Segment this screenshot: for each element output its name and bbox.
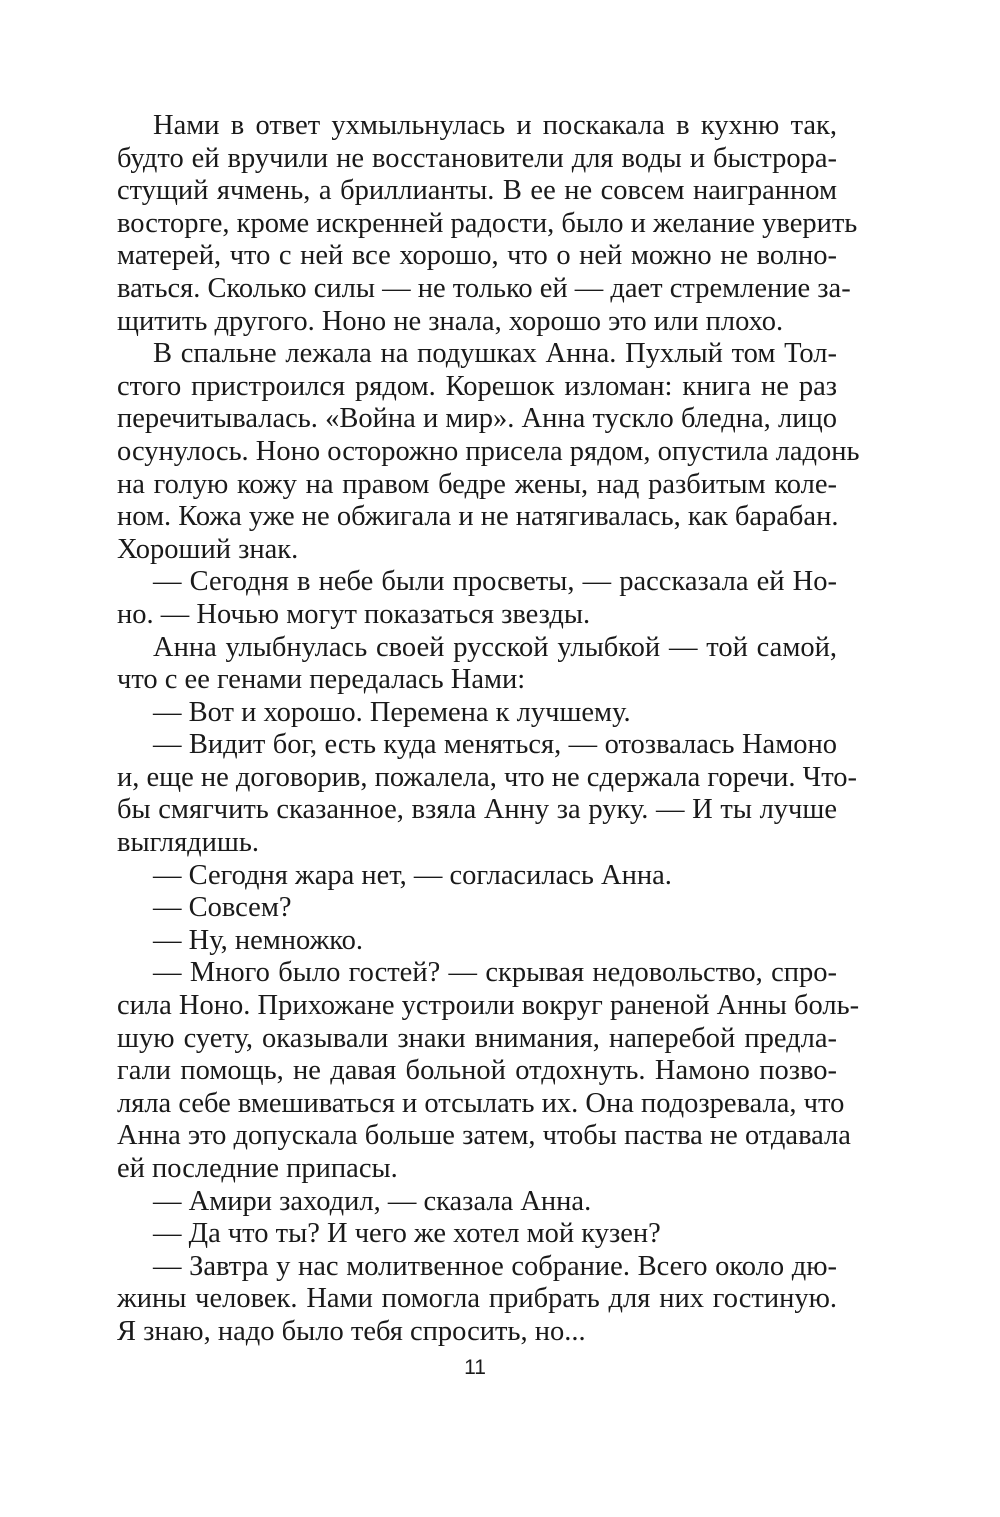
text-line: сила Ноно. Прихожане устроили вокруг раненой Анны боль- [117, 990, 860, 1022]
text-line: ей последние припасы. [117, 1153, 398, 1184]
text-line: — Амири заходил, — сказала Анна. [153, 1185, 592, 1217]
text-line: на голую кожу на правом бедре жены, над разбитым коле- [117, 468, 837, 500]
text-line: жины человек. Нами помогла прибрать для них гостиную. [117, 1283, 837, 1315]
text-line: Анна это допускала больше затем, чтобы паства не отдавала [117, 1120, 851, 1152]
text-line: — Вот и хорошо. Перемена к лучшему. [153, 696, 631, 728]
text-line: В спальне лежала на подушках Анна. Пухлый том Тол- [153, 338, 837, 370]
text-line: гали помощь, не давая больной отдохнуть. Намоно позво- [117, 1055, 837, 1087]
text-line: что с ее генами передалась Нами: [117, 664, 526, 696]
text-line: бы смягчить сказанное, взяла Анну за руку. — И ты лучше [117, 794, 837, 826]
text-line: шую суету, оказывали знаки внимания, наперебой предла- [117, 1022, 837, 1054]
text-line: перечитывалась. «Война и мир». Анна тускло бледна, лицо [117, 403, 837, 435]
text-line: стущий ячмень, а бриллианты. В ее не совсем наигранном [117, 175, 837, 207]
text-line: — Ну, немножко. [153, 924, 364, 956]
text-line: восторге, кроме искренней радости, было и желание уверить [117, 207, 858, 239]
text-line: — Сегодня жара нет, — согласилась Анна. [153, 859, 672, 891]
body-text [117, 110, 860, 1349]
text-line: выглядишь. [117, 827, 259, 859]
text-line: — Сегодня в небе были просветы, — рассказала ей Но- [153, 566, 837, 598]
text-line: осунулось. Ноно осторожно присела рядом, опустила ладонь [117, 435, 860, 467]
text-line: — Да что ты? И чего же хотел мой кузен? [153, 1218, 661, 1250]
text-line: ном. Кожа уже не обжигала и не натягивалась, как барабан. [117, 501, 839, 533]
text-line: Хороший знак. [117, 533, 299, 565]
text-line: и, еще не договорив, пожалела, что не сдержала горечи. Что- [117, 761, 858, 793]
text-line: Нами в ответ ухмыльнулась и поскакала в кухню так, [153, 110, 837, 141]
text-line: матерей, что с ней все хорошо, что о ней можно не волно- [117, 240, 837, 272]
text-line: будто ей вручили не восстановители для воды и быстрора- [117, 142, 837, 174]
text-line: — Много было гостей? — скрывая недовольство, спро- [153, 957, 837, 989]
text-line: — Завтра у нас молитвенное собрание. Всего около дю- [153, 1250, 837, 1282]
text-line: Анна улыбнулась своей русской улыбкой — той самой, [153, 631, 837, 663]
text-line: — Видит бог, есть куда меняться, — отозвалась Намоно [153, 729, 837, 761]
text-line: стого пристроился рядом. Корешок изломан: книга не раз [117, 370, 837, 402]
text-line: — Совсем? [153, 892, 292, 924]
text-line: щитить другого. Ноно не знала, хорошо это или плохо. [117, 305, 784, 337]
text-line: Я знаю, надо было тебя спросить, но... [117, 1315, 586, 1347]
text-line: но. — Ночью могут показаться звезды. [117, 598, 591, 630]
text-line: ляла себе вмешиваться и отсылать их. Она подозревала, что [117, 1087, 845, 1119]
page-number: 11 [464, 1356, 486, 1379]
text-line: ваться. Сколько силы — не только ей — дает стремление за- [117, 272, 851, 304]
